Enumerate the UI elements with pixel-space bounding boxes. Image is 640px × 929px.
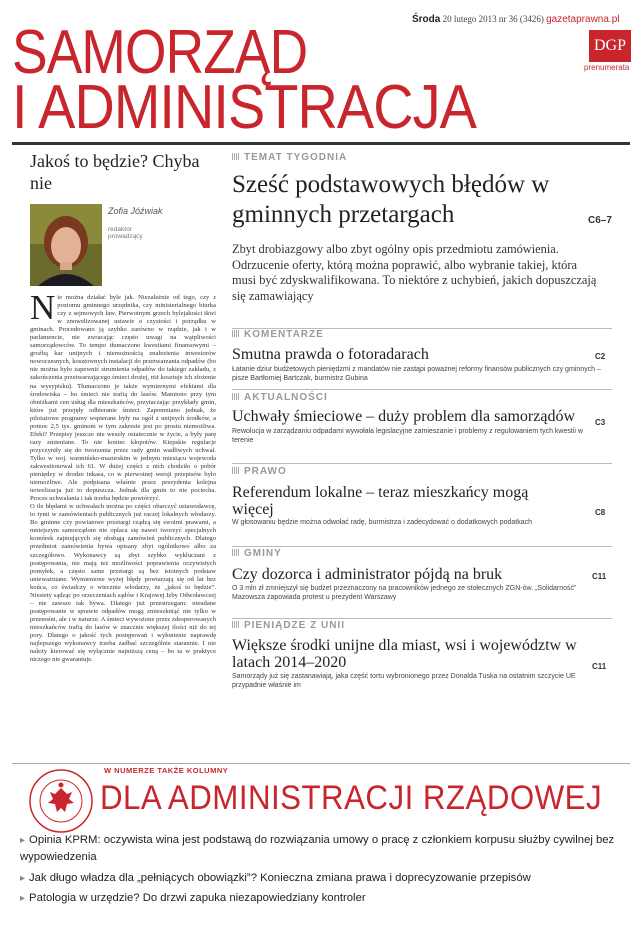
author-photo (30, 204, 102, 286)
list-item[interactable] (20, 870, 620, 887)
masthead-rule (12, 142, 630, 145)
section-label-prawo (232, 466, 287, 477)
section-label-pieniadze-z-unii (232, 620, 345, 631)
story-description: Rewolucja w zarządzaniu odpadami wywołała legislacyjne zamieszanie i problemy z regulowaniem tych kwestii w terenie (232, 428, 583, 444)
site-link[interactable]: gazetaprawna.pl (546, 14, 620, 25)
list-item-text: Opinia KPRM: oczywista wina jest podstawą do rozwiązania umowy o pracę z członkiem korpusu służby cywilnej bez wypowiedzenia (20, 834, 615, 863)
section-label-text: KOMENTARZE (244, 329, 324, 340)
section-marker-icon (232, 467, 240, 474)
story-page-ref: C2 (595, 352, 606, 361)
story-page-ref: C11 (592, 572, 607, 581)
main-story-description: Zbyt drobiazgowy albo zbyt ogólny opis przedmiotu zamówienia. Odrzucenie oferty, którą można poprawić, albo wybranie takiej, która musi być zdyskwalifikowana. To niektóre z uchybień, jakich dopuszczają się zamawiający (232, 242, 597, 303)
list-item[interactable] (20, 832, 620, 866)
story-page-ref: C8 (595, 508, 606, 517)
story-headline[interactable]: Większe środki unijne dla miast, wsi i województw w latach 2014–2020 (232, 637, 577, 671)
section-label-text: PRAWO (244, 466, 287, 477)
section-label-text: TEMAT TYGODNIA (244, 152, 348, 163)
author-name: Zofia Jóźwiak (108, 206, 163, 216)
list-item[interactable] (20, 890, 620, 907)
section-label-temat-tygodnia (232, 152, 347, 163)
masthead-title-line2: I ADMINISTRACJA (12, 73, 476, 142)
bottom-box-rule (12, 763, 630, 764)
section-marker-icon (232, 153, 240, 160)
arrow-right-icon: ▸ (20, 835, 26, 846)
list-item-text: Patologia w urzędzie? Do drzwi zapuka niezapowiedziany kontroler (29, 892, 366, 904)
story-page-ref: C11 (592, 662, 607, 671)
government-seal-icon (28, 768, 94, 834)
bottom-box-title: DLA ADMINISTRACJI RZĄDOWEJ (100, 779, 603, 817)
editorial-text (30, 288, 216, 664)
main-story-headline[interactable]: Sześć podstawowych błędów w gminnych przetargach (232, 171, 550, 228)
section-divider (232, 618, 612, 619)
story-headline[interactable]: Czy dozorca i administrator pójdą na bruk (232, 566, 503, 583)
story-headline[interactable]: Referendum lokalne – teraz mieszkańcy mogą więcej (232, 484, 529, 518)
arrow-right-icon: ▸ (20, 873, 26, 884)
story-description: O 3 mln zł zmniejszył się budżet przeznaczony na pracowników jednego ze stołecznych ZGN-ów. „Solidarność” Mazowsza zapowiada protest u prezydent Warszawy (232, 585, 577, 601)
editorial-headline: Jakoś to będzie? Chyba nie (30, 151, 200, 193)
section-divider (232, 463, 612, 464)
section-marker-icon (232, 621, 240, 628)
story-description: Łatanie dziur budżetowych pieniędzmi z mandatów nie zastąpi poważnej reformy finansów publicznych czy gminnych – pisze Bartłomiej Bartczak, burmistrz Gubina (232, 366, 601, 382)
story-description: Samorządy już się zastanawiają, jaka część tortu wybronionego przez Donalda Tuska na ostatnim szczycie UE przypadnie właśnie im (232, 673, 576, 689)
bottom-box-intro: W NUMERZE TAKŻE KOLUMNY (104, 766, 229, 775)
story-headline[interactable]: Uchwały śmieciowe – duży problem dla samorządów (232, 408, 576, 425)
arrow-right-icon: ▸ (20, 893, 26, 904)
dgp-subscription-label[interactable]: prenumerata (584, 63, 630, 72)
section-divider (232, 546, 612, 547)
dgp-logo[interactable]: DGP (589, 30, 631, 62)
editorial-paragraph-text: ie można działać byle jak. Niezależnie od tego, czy z poziomu gminnego urzędnika, czy ministerialnego biurka czy z sejmowych ław. Pierwotnym grzech bylejakości tkwi w znowelizowanej ustawie o czystości i porządku w gminach. Procedowano ją szybko zarówno w rządzie, jak i w parlamencie, nie zwracając często uwagi na wątpliwości samorządowców. To tempo tłumaczono kwestiami finansowymi – groźbą kar unijnych i niemożnością znalezienia inwestorów nowoczesnych, kosztownych instalacji do przetwarzania odpadów (bo nie można było zapewnić strumienia odpadów do takiego zakładu, z zakończenia przetwarzającego śmieci drożej, niż kosztuje ich złożenie na wysypisku). Tłumaczono je także wymiernymi efektami dla środowiska – bo śmieci nie trafią do lasów. Mamiono przy tym obniżkami cen usług dla mieszkańców, przytaczając przykłady gmin, które już przejęły odbieranie śmieci. Zapomniano jednak, że pilotażowe programy wspierane były na ogół z unijnych środków, a pomoc 2,5 tys. gminom w tym zakresie jest po prostu niemożliwa. Efekt? Przepisy jeszcze nie weszły ostatecznie w życie, a były parę razy zmieniane. To nie koniec kłopotów. Kiepskie regulacje przyczyniły się do tworzenia przez rady gmin wadliwych uchwał. Tylko w woj. warmińsko-mazurskim w jednym miesiącu wojewoda zakwestionował ich 61. W dużej części z nich chodziło o pobór pieniędzy w drodze inkasa, co w pierwotnej wersji przepisów było niemożliwe. Ale podpisana właśnie przez prezydenta kolejna nowelizacja już to dopuszcza. Jednak dla gmin to nie pociecha. Proces uchwalania i tak trzeba będzie powtórzyć. (30, 294, 216, 503)
editorial-paragraph: O ile błędami w uchwałach można po części obarczyć ustawodawcę, to tymi w zamówieniach publicznych już raczej lokalnych włodarzy. Bo gminne czy powiatowe przetargi rządzą się swoimi prawami, a mniejszym samorządom nie opłaca się nawet tworzyć specjalnych komórek zajmujących się obsługą zamówień publicznych. Dlatego przedmiot zamówienia bywa opisany zbyt ogólnikowo albo za szczegółowo. Wykonawcy są zbyt szybko wykluczani z postępowania, nie mają też możliwości poprawienia oczywistych pomyłek, a często same przetargi są bez istotnych podstaw unieważniane. Wymienione wyżej błędy powtarzają się od lat bez końca, co świadczy o wiecznie włodarzy, że „jakoś to będzie”. Niestety sądząc po orzeczeniach sądów i Krajowej Izby Odwoławczej – nie zawsze tak bywa. Dlatego już przestrzegam: nieudane postępowanie w sprawie odpadów mogą zmieszkniąć nie tylko w przenośni, ale i w naturze. A śmieci wywożone przez zdesperowanych mieszkańców trafią do lasów w znacznie większej ilości niż do tej pory. Dlatego o jakość tych postępowań i wyłonienie naprawdę najlepszego wykonawcy trzeba zadbać szczególnie starannie. I nie należy kierować się wyłącznie najniższą ceną – bo ta w praktyce niczego nie gwarantuje. (30, 503, 216, 664)
dropcap: N (30, 288, 56, 327)
issue-day: Środa (412, 14, 441, 25)
section-label-aktualnosci (232, 392, 328, 403)
section-label-gminy (232, 548, 282, 559)
section-label-text: AKTUALNOŚCI (244, 392, 328, 403)
section-marker-icon (232, 330, 240, 337)
section-label-text: PIENIĄDZE Z UNII (244, 620, 346, 631)
author-role: redaktor prowadzący (108, 226, 143, 240)
story-page-ref: C3 (595, 418, 606, 427)
section-label-komentarze (232, 329, 324, 340)
masthead-title-line1: SAMORZĄD (12, 18, 308, 87)
section-marker-icon (232, 393, 240, 400)
issue-date-line (412, 14, 619, 25)
issue-info: 20 lutego 2013 nr 36 (3426) (442, 14, 544, 24)
section-divider (232, 389, 612, 390)
editorial-paragraph (30, 288, 216, 503)
section-label-text: GMINY (244, 548, 282, 559)
section-marker-icon (232, 549, 240, 556)
main-story-page-ref: C6–7 (588, 215, 612, 226)
story-description: W głosowaniu będzie można odwołać radę, burmistrza i zadecydować o dodatkowych podatkach (232, 519, 532, 526)
list-item-text: Jak długo władza dla „pełniących obowiązki”? Konieczna zmiana prawa i doprecyzowanie przepisów (29, 872, 531, 884)
story-headline[interactable]: Smutna prawda o fotoradarach (232, 346, 429, 363)
